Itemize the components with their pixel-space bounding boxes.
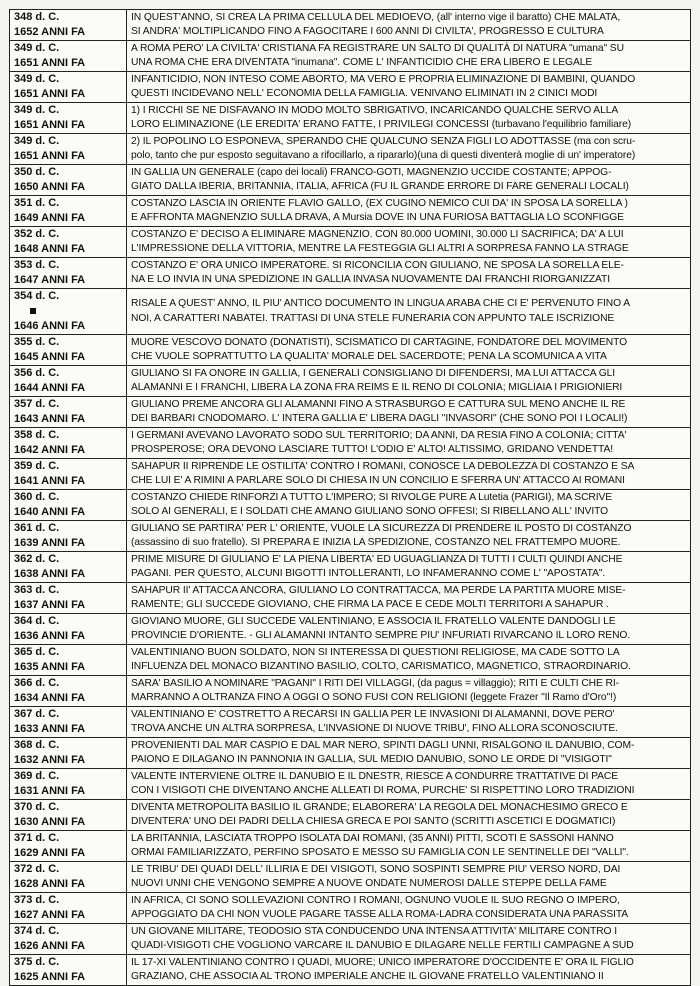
event-text [127, 335, 691, 366]
event-text [127, 258, 691, 289]
timeline-row [10, 428, 691, 459]
years-ago-label: 1634 ANNI FA [14, 692, 86, 704]
event-text-line: SARA' BASILIO A NOMINARE "PAGANI" I RITI DEI VILLAGGI, (da pagus = villaggio); RITI E CULTI CHE RI- [131, 677, 619, 689]
timeline-row [10, 893, 691, 924]
date-cell [10, 800, 127, 831]
event-text-line: L'IMPRESSIONE DELLA VITTORIA, MENTRE LA FESTEGGIA GLI ALTRI A SORPRESA FANNO LA STRAGE [131, 243, 629, 254]
year-label: 356 d. C. [14, 367, 60, 379]
years-ago-label: 1629 ANNI FA [14, 847, 86, 859]
years-ago-label: 1626 ANNI FA [14, 940, 86, 952]
year-label: 368 d. C. [14, 739, 60, 751]
date-cell [10, 831, 127, 862]
event-text [127, 521, 691, 552]
event-text-line: LA BRITANNIA, LASCIATA TROPPO ISOLATA DAI ROMANI, (35 ANNI) PITTI, SCOTI E SASSONI HANNO [131, 832, 614, 844]
date-cell [10, 10, 127, 41]
years-ago-label: 1646 ANNI FA [14, 320, 86, 332]
years-ago-label: 1640 ANNI FA [14, 506, 86, 518]
year-label: 370 d. C. [14, 801, 60, 813]
event-text-line: COSTANZO LASCIA IN ORIENTE FLAVIO GALLO, (EX CUGINO NEMICO CUI DA' IN SPOSA LA SORELLA ) [131, 197, 628, 209]
timeline-body [10, 10, 691, 986]
date-cell [10, 583, 127, 614]
event-text [127, 862, 691, 893]
years-ago-label: 1637 ANNI FA [14, 599, 86, 611]
event-text [127, 800, 691, 831]
event-text-line: 2) IL POPOLINO LO ESPONEVA, SPERANDO CHE QUALCUNO SENZA FIGLI LO ADOTTASSE (ma con scru- [131, 135, 636, 147]
event-text-line: IN AFRICA, CI SONO SOLLEVAZIONI CONTRO I ROMANI, OGNUNO VUOLE IL SUO REGNO O IMPERO, [131, 894, 620, 906]
date-cell [10, 552, 127, 583]
event-text-line: RISALE A QUEST' ANNO, IL PIU' ANTICO DOCUMENTO IN LINGUA ARABA CHE CI E' PERVENUTO FINO A [131, 298, 631, 310]
event-text-line: MARRANNO A OLTRANZA FINO A OGGI O SONO FUSI CON RELIGIONI (leggete Frazer "Il Ramo d'Oro"!) [131, 692, 617, 703]
event-text-line: SAHAPUR II RIPRENDE LE OSTILITA' CONTRO I ROMANI, CONOSCE LA DEBOLEZZA DI COSTANZO E SA [131, 460, 635, 472]
years-ago-label: 1648 ANNI FA [14, 243, 86, 255]
event-text-line: NOI, A CARATTERI NABATEI. TRATTASI DI UNA STELE FUNERARIA CON APPUNTO TALE ISCRIZIONE [131, 312, 615, 324]
timeline-row [10, 521, 691, 552]
year-label: 351 d. C. [14, 197, 60, 209]
date-cell [10, 893, 127, 924]
years-ago-label: 1642 ANNI FA [14, 444, 86, 456]
years-ago-label: 1651 ANNI FA [14, 150, 86, 162]
year-label: 375 d. C. [14, 956, 60, 968]
event-text [127, 645, 691, 676]
event-text-line: COSTANZO CHIEDE RINFORZI A TUTTO L'IMPERO; SI RIVOLGE PURE A Lutetia (PARIGI), MA SCRIVE [131, 491, 613, 503]
event-text-line: IN GALLIA UN GENERALE (capo dei locali) FRANCO-GOTI, MAGNENZIO UCCIDE COSTANTE; APPOG- [131, 166, 612, 178]
event-text-line: LORO ELIMINAZIONE (LE EREDITA' ERANO FATTE, I PRIVILEGI CONCESSI (turbavano l'equilibrio familiare) [131, 119, 632, 130]
event-text [127, 614, 691, 645]
event-text-line: MUORE VESCOVO DONATO (DONATISTI), SCISMATICO DI CARTAGINE, FONDATORE DEL MOVIMENTO [131, 336, 628, 348]
timeline-row [10, 955, 691, 986]
date-cell [10, 134, 127, 165]
years-ago-label: 1625 ANNI FA [14, 971, 86, 983]
event-text [127, 428, 691, 459]
date-cell [10, 862, 127, 893]
year-label: 365 d. C. [14, 646, 60, 658]
event-text-line: ORMAI FAMILIARIZZATO, PERFINO SPOSATO E MESSO SU FAMIGLIA CON LE SENTINELLE DEI "VALLI". [131, 847, 629, 858]
event-text [127, 41, 691, 72]
year-label: 367 d. C. [14, 708, 60, 720]
square-bullet-icon [30, 308, 36, 314]
event-text [127, 676, 691, 707]
years-ago-label: 1649 ANNI FA [14, 212, 86, 224]
event-text [127, 552, 691, 583]
event-text-line: GIATO DALLA IBERIA, BRITANNIA, ITALIA, AFRICA (FU IL GRANDE ERRORE DI FARE GENERALI LOCALI) [131, 181, 629, 192]
year-label: 366 d. C. [14, 677, 60, 689]
date-cell [10, 738, 127, 769]
years-ago-label: 1650 ANNI FA [14, 181, 86, 193]
years-ago-label: 1652 ANNI FA [14, 26, 86, 38]
event-text-line: UNA ROMA CHE ERA DIVENTATA "inumana". COME L' INFANTICIDIO CHE ERA LIBERO E LEGALE [131, 57, 593, 68]
year-label: 355 d. C. [14, 336, 60, 348]
date-cell [10, 165, 127, 196]
year-label: 349 d. C. [14, 104, 60, 116]
event-text-line: PROSPEROSE; ORA DEVONO LASCIARE TUTTO! L'ODIO E' ALTO! ALTISSIMO, GRIDANO VENDETTA! [131, 444, 613, 455]
event-text [127, 397, 691, 428]
timeline-row [10, 800, 691, 831]
years-ago-label: 1627 ANNI FA [14, 909, 86, 921]
date-cell [10, 289, 127, 335]
year-label: 364 d. C. [14, 615, 60, 627]
event-text-line: A ROMA PERO' LA CIVILTA' CRISTIANA FA REGISTRARE UN SALTO DI QUALITÀ DI NATURA "umana" SU [131, 42, 624, 54]
event-text [127, 289, 691, 335]
timeline-row [10, 738, 691, 769]
event-text [127, 893, 691, 924]
event-text-line: GIOVIANO MUORE, GLI SUCCEDE VALENTINIANO, E ASSOCIA IL FRATELLO VALENTE DANDOGLI LE [131, 615, 616, 627]
date-cell [10, 707, 127, 738]
years-ago-label: 1633 ANNI FA [14, 723, 86, 735]
year-label: 372 d. C. [14, 863, 60, 875]
event-text-line: COSTANZO E' ORA UNICO IMPERATORE. SI RICONCILIA CON GIULIANO, NE SPOSA LA SORELLA ELE- [131, 259, 624, 271]
date-cell [10, 521, 127, 552]
event-text-line: SAHAPUR II' ATTACCA ANCORA, GIULIANO LO CONTRATTACCA, MA PERDE LA PARTITA MUORE MISE- [131, 584, 626, 596]
event-text-line: VALENTE INTERVIENE OLTRE IL DANUBIO E IL DNESTR, RIESCE A CONDURRE TRATTATIVE DI PACE [131, 770, 618, 782]
timeline-row [10, 676, 691, 707]
timeline-row [10, 862, 691, 893]
timeline-row [10, 707, 691, 738]
timeline-row [10, 490, 691, 521]
date-cell [10, 428, 127, 459]
year-label: 348 d. C. [14, 11, 60, 23]
event-text-line: QUADI-VISIGOTI CHE VOGLIONO VARCARE IL DANUBIO E DILAGARE NELLE FERTILI CAMPAGNE A SUD [131, 940, 634, 951]
timeline-row [10, 769, 691, 800]
date-cell [10, 924, 127, 955]
event-text-line: CON I VISIGOTI CHE DIVENTANO ANCHE ALLEATI DI ROMA, PURCHE' SI RISPETTINO LORO TRADIZIONI [131, 785, 635, 796]
date-cell [10, 366, 127, 397]
date-cell [10, 614, 127, 645]
event-text [127, 366, 691, 397]
years-ago-label: 1644 ANNI FA [14, 382, 86, 394]
event-text-line: VALENTINIANO BUON SOLDATO, NON SI INTERESSA DI QUESTIONI RELIGIOSE, MA CADE SOTTO LA [131, 646, 620, 658]
timeline-row [10, 72, 691, 103]
event-text-line: PAGANI. PER QUESTO, ALCUNI BIGOTTI INTOLLERANTI, LO INFAMERANNO COME L' "APOSTATA". [131, 568, 606, 579]
event-text-line: PROVINCIE D'ORIENTE. - GLI ALAMANNI INTANTO SEMPRE PIU' INFURIATI RIVARCANO IL LORO RENO. [131, 630, 631, 641]
event-text-line: APPOGGIATO DA CHI NON VUOLE PAGARE TASSE ALLA ROMA-LADRA CONSIDERATA UNA PARASSITA [131, 909, 629, 920]
timeline-row [10, 645, 691, 676]
year-label: 359 d. C. [14, 460, 60, 472]
year-label: 361 d. C. [14, 522, 60, 534]
years-ago-label: 1641 ANNI FA [14, 475, 86, 487]
years-ago-label: 1635 ANNI FA [14, 661, 86, 673]
event-text-line: GRAZIANO, CHE ASSOCIA AL TRONO IMPERIALE ANCHE IL GIOVANE FRATELLO VALENTINIANO II [131, 971, 604, 982]
event-text [127, 134, 691, 165]
date-cell [10, 335, 127, 366]
years-ago-label: 1631 ANNI FA [14, 785, 86, 797]
event-text [127, 490, 691, 521]
date-cell [10, 227, 127, 258]
event-text-line: INFANTICIDIO, NON INTESO COME ABORTO, MA VERO E PROPRIA ELIMINAZIONE DI BAMBINI, QUANDO [131, 73, 636, 85]
year-label: 357 d. C. [14, 398, 60, 410]
event-text-line: RAMENTE; GLI SUCCEDE GIOVIANO, CHE FIRMA LA PACE E CEDE MOLTI TERRITORI A SAHAPUR . [131, 599, 609, 610]
event-text-line: COSTANZO E' DECISO A ELIMINARE MAGNENZIO. CON 80.000 UOMINI, 30.000 LI SACRIFICA; DA' A LUI [131, 228, 624, 240]
event-text-line: NUOVI UNNI CHE VENGONO SEMPRE A NUOVE ONDATE NUMEROSI DALLE STEPPE DELLA FAME [131, 878, 607, 889]
date-cell [10, 645, 127, 676]
event-text [127, 924, 691, 955]
date-cell [10, 258, 127, 289]
years-ago-label: 1643 ANNI FA [14, 413, 86, 425]
event-text [127, 10, 691, 41]
timeline-row [10, 335, 691, 366]
event-text-line: GIULIANO SE PARTIRA' PER L' ORIENTE, VUOLE LA SICUREZZA DI PRENDERE IL POSTO DI COSTANZO [131, 522, 632, 534]
event-text-line: (assassino di suo fratello). SI PREPARA E INIZIA LA SPEDIZIONE, COSTANZO NEL FRATTEMPO MUORE. [131, 537, 621, 548]
date-cell [10, 955, 127, 986]
event-text-line: PRIME MISURE DI GIULIANO E' LA PIENA LIBERTA' ED UGUAGLIANZA DI TUTTI I CULTI QUINDI ANCHE [131, 553, 623, 565]
years-ago-label: 1647 ANNI FA [14, 274, 86, 286]
date-cell [10, 41, 127, 72]
event-text-line: polo, tanto che pur esposto seguitavano a rifocillarlo, a ripararlo)(una di questi diventerà moglie di un' imperatore) [131, 150, 636, 161]
timeline-row [10, 924, 691, 955]
year-label: 349 d. C. [14, 135, 60, 147]
event-text-line: SI ANDRA' MOLTIPLICANDO FINO A FAGOCITARE I 600 ANNI DI CIVILTA', PROGRESSO E CULTURA [131, 26, 604, 37]
event-text [127, 459, 691, 490]
timeline-row [10, 614, 691, 645]
event-text [127, 738, 691, 769]
event-text-line: LE TRIBU' DEI QUADI DELL' ILLIRIA E DEI VISIGOTI, SONO SOSPINTI SEMPRE PIU' VERSO NORD, DAI [131, 863, 621, 875]
event-text-line: GIULIANO PREME ANCORA GLI ALAMANNI FINO A STRASBURGO E CATTURA SUL MENO ANCHE IL RE [131, 398, 626, 410]
event-text-line: DIVENTERA' UNO DEI PADRI DELLA CHIESA GRECA E POI SANTO (SCRITTI ASCETICI E DOGMATICI) [131, 816, 616, 827]
timeline-row [10, 552, 691, 583]
years-ago-label: 1645 ANNI FA [14, 351, 86, 363]
year-label: 363 d. C. [14, 584, 60, 596]
timeline-row [10, 103, 691, 134]
timeline-row [10, 41, 691, 72]
event-text-line: 1) I RICCHI SE NE DISFAVANO IN MODO MOLTO SBRIGATIVO, INCARICANDO QUALCHE SERVO ALLA [131, 104, 619, 116]
event-text-line: E AFFRONTA MAGNENZIO SULLA DRAVA, A Mursia DOVE IN UNA FURIOSA BATTAGLIA LO SCONFIGGE [131, 212, 624, 223]
year-label: 373 d. C. [14, 894, 60, 906]
timeline-row [10, 165, 691, 196]
years-ago-label: 1651 ANNI FA [14, 88, 86, 100]
timeline-row [10, 831, 691, 862]
event-text [127, 707, 691, 738]
event-text [127, 583, 691, 614]
event-text-line: I GERMANI AVEVANO LAVORATO SODO SUL TERRITORIO; DA ANNI, DA RESIA FINO A COLONIA; CITTA' [131, 429, 627, 441]
year-label: 354 d. C. [14, 290, 60, 302]
event-text [127, 769, 691, 800]
event-text [127, 103, 691, 134]
year-label: 352 d. C. [14, 228, 60, 240]
timeline-row [10, 397, 691, 428]
years-ago-label: 1636 ANNI FA [14, 630, 86, 642]
event-text [127, 955, 691, 986]
event-text [127, 227, 691, 258]
years-ago-label: 1632 ANNI FA [14, 754, 86, 766]
event-text-line: SOLO AI GENERALI, E I SOLDATI CHE AMANO GIULIANO SONO OFFESI; SI RIBELLANO ALL' INVITO [131, 506, 609, 517]
date-cell [10, 490, 127, 521]
timeline-row [10, 366, 691, 397]
event-text-line: PAIONO E DILAGANO IN PANNONIA IN GALLIA, SUL MEDIO DANUBIO, SONO LE ORDE DI "VISIGOTI" [131, 754, 612, 765]
event-text-line: CHE VUOLE SOPRATTUTTO LA QUALITA' MORALE DEL SACERDOTE; PENA LA SCOMUNICA A VITA [131, 351, 607, 362]
year-label: 362 d. C. [14, 553, 60, 565]
event-text-line: INFLUENZA DEL MONACO BIZANTINO BASILIO, COLTO, CARISMATICO, MAGNETICO, STRAORDINARIO. [131, 661, 631, 672]
year-label: 350 d. C. [14, 166, 60, 178]
years-ago-label: 1630 ANNI FA [14, 816, 86, 828]
event-text [127, 196, 691, 227]
event-text-line: DIVENTA METROPOLITA BASILIO IL GRANDE; ELABORERA' LA REGOLA DEL MONACHESIMO GRECO E [131, 801, 628, 813]
timeline-row [10, 289, 691, 335]
event-text-line: IL 17-XI VALENTINIANO CONTRO I QUADI, MUORE; UNICO IMPERATORE D'OCCIDENTE E' ORA IL FIGLIO [131, 956, 634, 968]
year-label: 349 d. C. [14, 73, 60, 85]
date-cell [10, 676, 127, 707]
date-cell [10, 459, 127, 490]
event-text [127, 165, 691, 196]
event-text-line: CHE LUI E' A RIMINI A PARLARE SOLO DI CHIESA IN UN CONCILIO E SFERRA UN' ATTACCO AI ROMANI [131, 475, 625, 486]
event-text-line: ALAMANNI E I FRANCHI, LIBERA LA ZONA FRA REIMS E IL RENO DI COLONIA; MIGLIAIA I PRIGIONIERI [131, 382, 623, 393]
timeline-row [10, 258, 691, 289]
event-text [127, 831, 691, 862]
year-label: 374 d. C. [14, 925, 60, 937]
timeline-row [10, 583, 691, 614]
years-ago-label: 1638 ANNI FA [14, 568, 86, 580]
event-text-line: IN QUEST'ANNO, SI CREA LA PRIMA CELLULA DEL MEDIOEVO, (all' interno vige il baratto) CHE MALATA, [131, 11, 621, 23]
date-cell [10, 103, 127, 134]
timeline-row [10, 134, 691, 165]
years-ago-label: 1639 ANNI FA [14, 537, 86, 549]
event-text-line: PROVENIENTI DAL MAR CASPIO E DAL MAR NERO, SPINTI DAGLI UNNI, RISALGONO IL DANUBIO, COM- [131, 739, 635, 751]
event-text-line: VALENTINIANO E' COSTRETTO A RECARSI IN GALLIA PER LE INVASIONI DI ALAMANNI, DOVE PERO' [131, 708, 615, 720]
timeline-row [10, 196, 691, 227]
event-text-line: GIULIANO SI FA ONORE IN GALLIA, I GENERALI CONSIGLIANO DI DIFENDERSI, MA LUI ATTACCA GLI [131, 367, 616, 379]
year-label: 353 d. C. [14, 259, 60, 271]
event-text [127, 72, 691, 103]
event-text-line: DEI BARBARI CNODOMARO. L' INTERA GALLIA E' LIBERA DAGLI "INVASORI" (CHE SONO POI I LOCALI!) [131, 413, 628, 424]
date-cell [10, 72, 127, 103]
year-label: 349 d. C. [14, 42, 60, 54]
years-ago-label: 1651 ANNI FA [14, 119, 86, 131]
timeline-table [9, 9, 691, 986]
date-cell [10, 397, 127, 428]
event-text-line: QUESTI INCIDEVANO NELL' ECONOMIA DELLA FAMIGLIA. VENIVANO ELIMINATI IN 2 CINICI MODI [131, 88, 598, 99]
event-text-line: TROVA ANCHE UN ALTRA SORPRESA, L'INVASIONE DI NUOVE TRIBU', FINO ALLORA SCONOSCIUTE. [131, 723, 618, 734]
event-text-line: UN GIOVANE MILITARE, TEODOSIO STA CONDUCENDO UNA INTENSA ATTIVITA' MILITARE CONTRO I [131, 925, 617, 937]
years-ago-label: 1628 ANNI FA [14, 878, 86, 890]
date-cell [10, 769, 127, 800]
timeline-row [10, 10, 691, 41]
date-cell [10, 196, 127, 227]
year-label: 369 d. C. [14, 770, 60, 782]
year-label: 360 d. C. [14, 491, 60, 503]
timeline-row [10, 227, 691, 258]
timeline-row [10, 459, 691, 490]
event-text-line: NA E LO INVIA IN UNA SPEDIZIONE IN GALLIA INVASA NUOVAMENTE DAI FRANCHI RIORGANIZZATI [131, 274, 610, 285]
year-label: 371 d. C. [14, 832, 60, 844]
years-ago-label: 1651 ANNI FA [14, 57, 86, 69]
year-label: 358 d. C. [14, 429, 60, 441]
